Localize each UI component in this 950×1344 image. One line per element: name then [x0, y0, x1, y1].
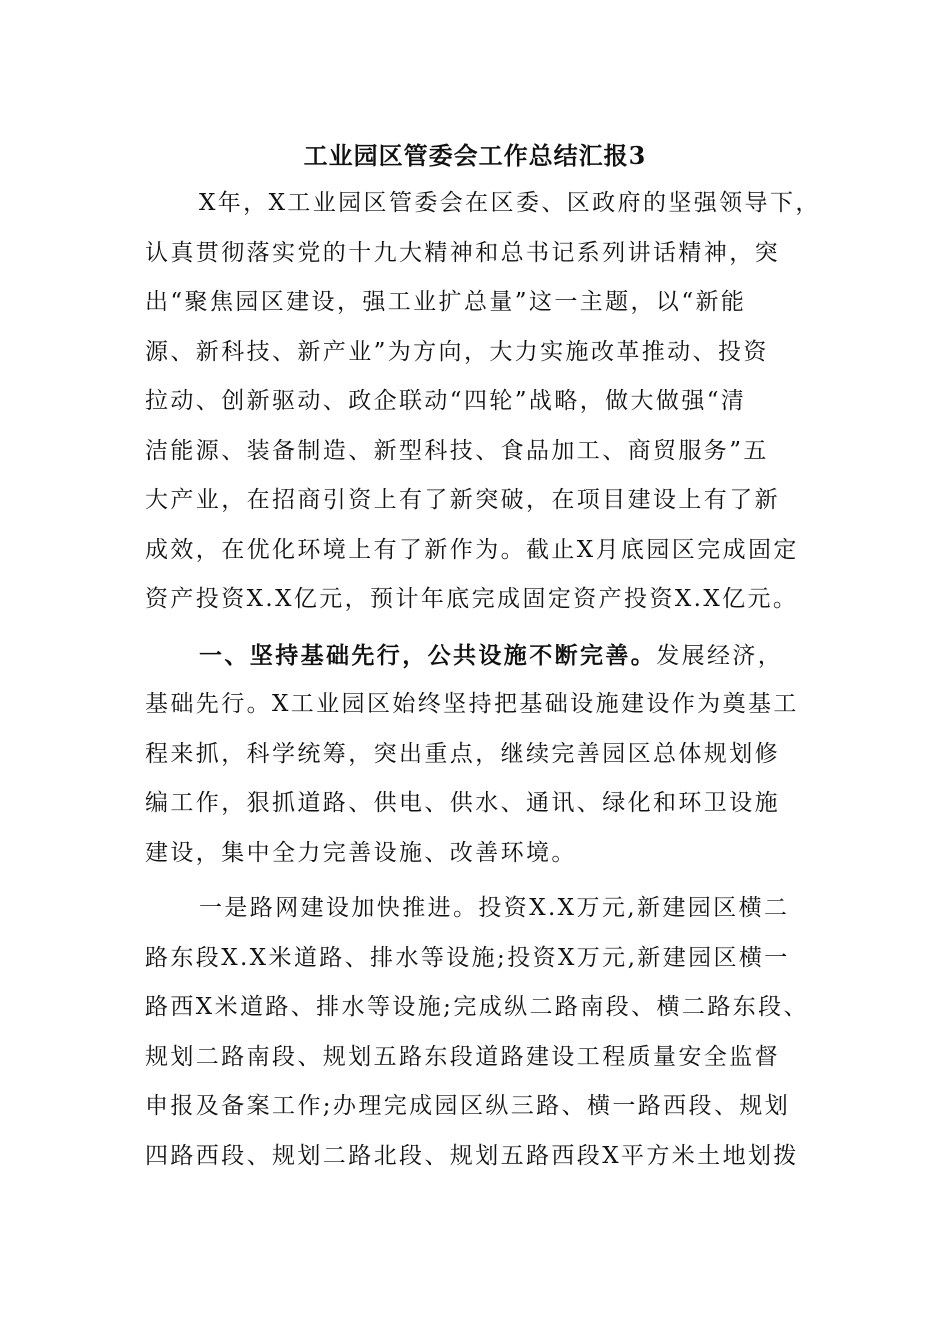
text-line: 认真贯彻落实党的十九大精神和总书记系列讲话精神，突: [145, 239, 780, 266]
text-line: 出“聚焦园区建设，强工业扩总量”这一主题，以“新能: [145, 289, 747, 315]
text-line: 申报及备案工作;办理完成园区纵三路、横一路西段、规划: [145, 1093, 791, 1119]
section-heading-tail: 发展经济，: [656, 642, 784, 669]
text-line: 程来抓，科学统筹，突出重点，继续完善园区总体规划修: [145, 740, 780, 767]
text-line: 一是路网建设加快推进。投资X.X万元,新建园区横二: [199, 895, 790, 921]
text-line: 建设，集中全力完善设施、改善环境。: [145, 839, 577, 866]
text-line: [145, 631, 815, 681]
paragraph-section-one: [145, 631, 815, 879]
text-line: 源、新科技、新产业”为方向，大力实施改革推动、投资: [145, 338, 769, 365]
text-line: 拉动、创新驱动、政企联动“四轮”战略，做大做强“清: [145, 388, 747, 414]
section-heading: 一、坚持基础先行，公共设施不断完善。: [199, 641, 657, 669]
text-line: 路西X米道路、排水等设施;完成纵二路南段、横二路东段、: [145, 994, 809, 1020]
text-line: 资产投资X.X亿元，预计年底完成固定资产投资X.X亿元。: [145, 586, 799, 612]
text-line: 编工作，狠抓道路、供电、供水、通讯、绿化和环卫设施: [145, 790, 780, 816]
text-line: X年，X工业园区管委会在区委、区政府的坚强领导下，: [199, 190, 821, 216]
document-title: 工业园区管委会工作总结汇报3: [303, 141, 647, 170]
text-line: 洁能源、装备制造、新型科技、食品加工、商贸服务”五: [145, 437, 769, 464]
text-line: 基础先行。X工业园区始终坚持把基础设施建设作为奠基工: [145, 691, 799, 717]
text-line: 大产业，在招商引资上有了新突破，在项目建设上有了新: [145, 487, 780, 513]
text-line: 路东段X.X米道路、排水等设施;投资X万元,新建园区横一: [145, 944, 790, 971]
text-line: 成效，在优化环境上有了新作为。截止X月底园区完成固定: [145, 536, 799, 563]
text-line: 规划二路南段、规划五路东段道路建设工程质量安全监督: [145, 1043, 780, 1070]
text-line: 四路西段、规划二路北段、规划五路西段X平方米土地划拨: [145, 1142, 799, 1169]
document-body: [145, 179, 821, 1181]
paragraph-road-network: [145, 884, 815, 1181]
paragraph-intro: [145, 179, 821, 625]
